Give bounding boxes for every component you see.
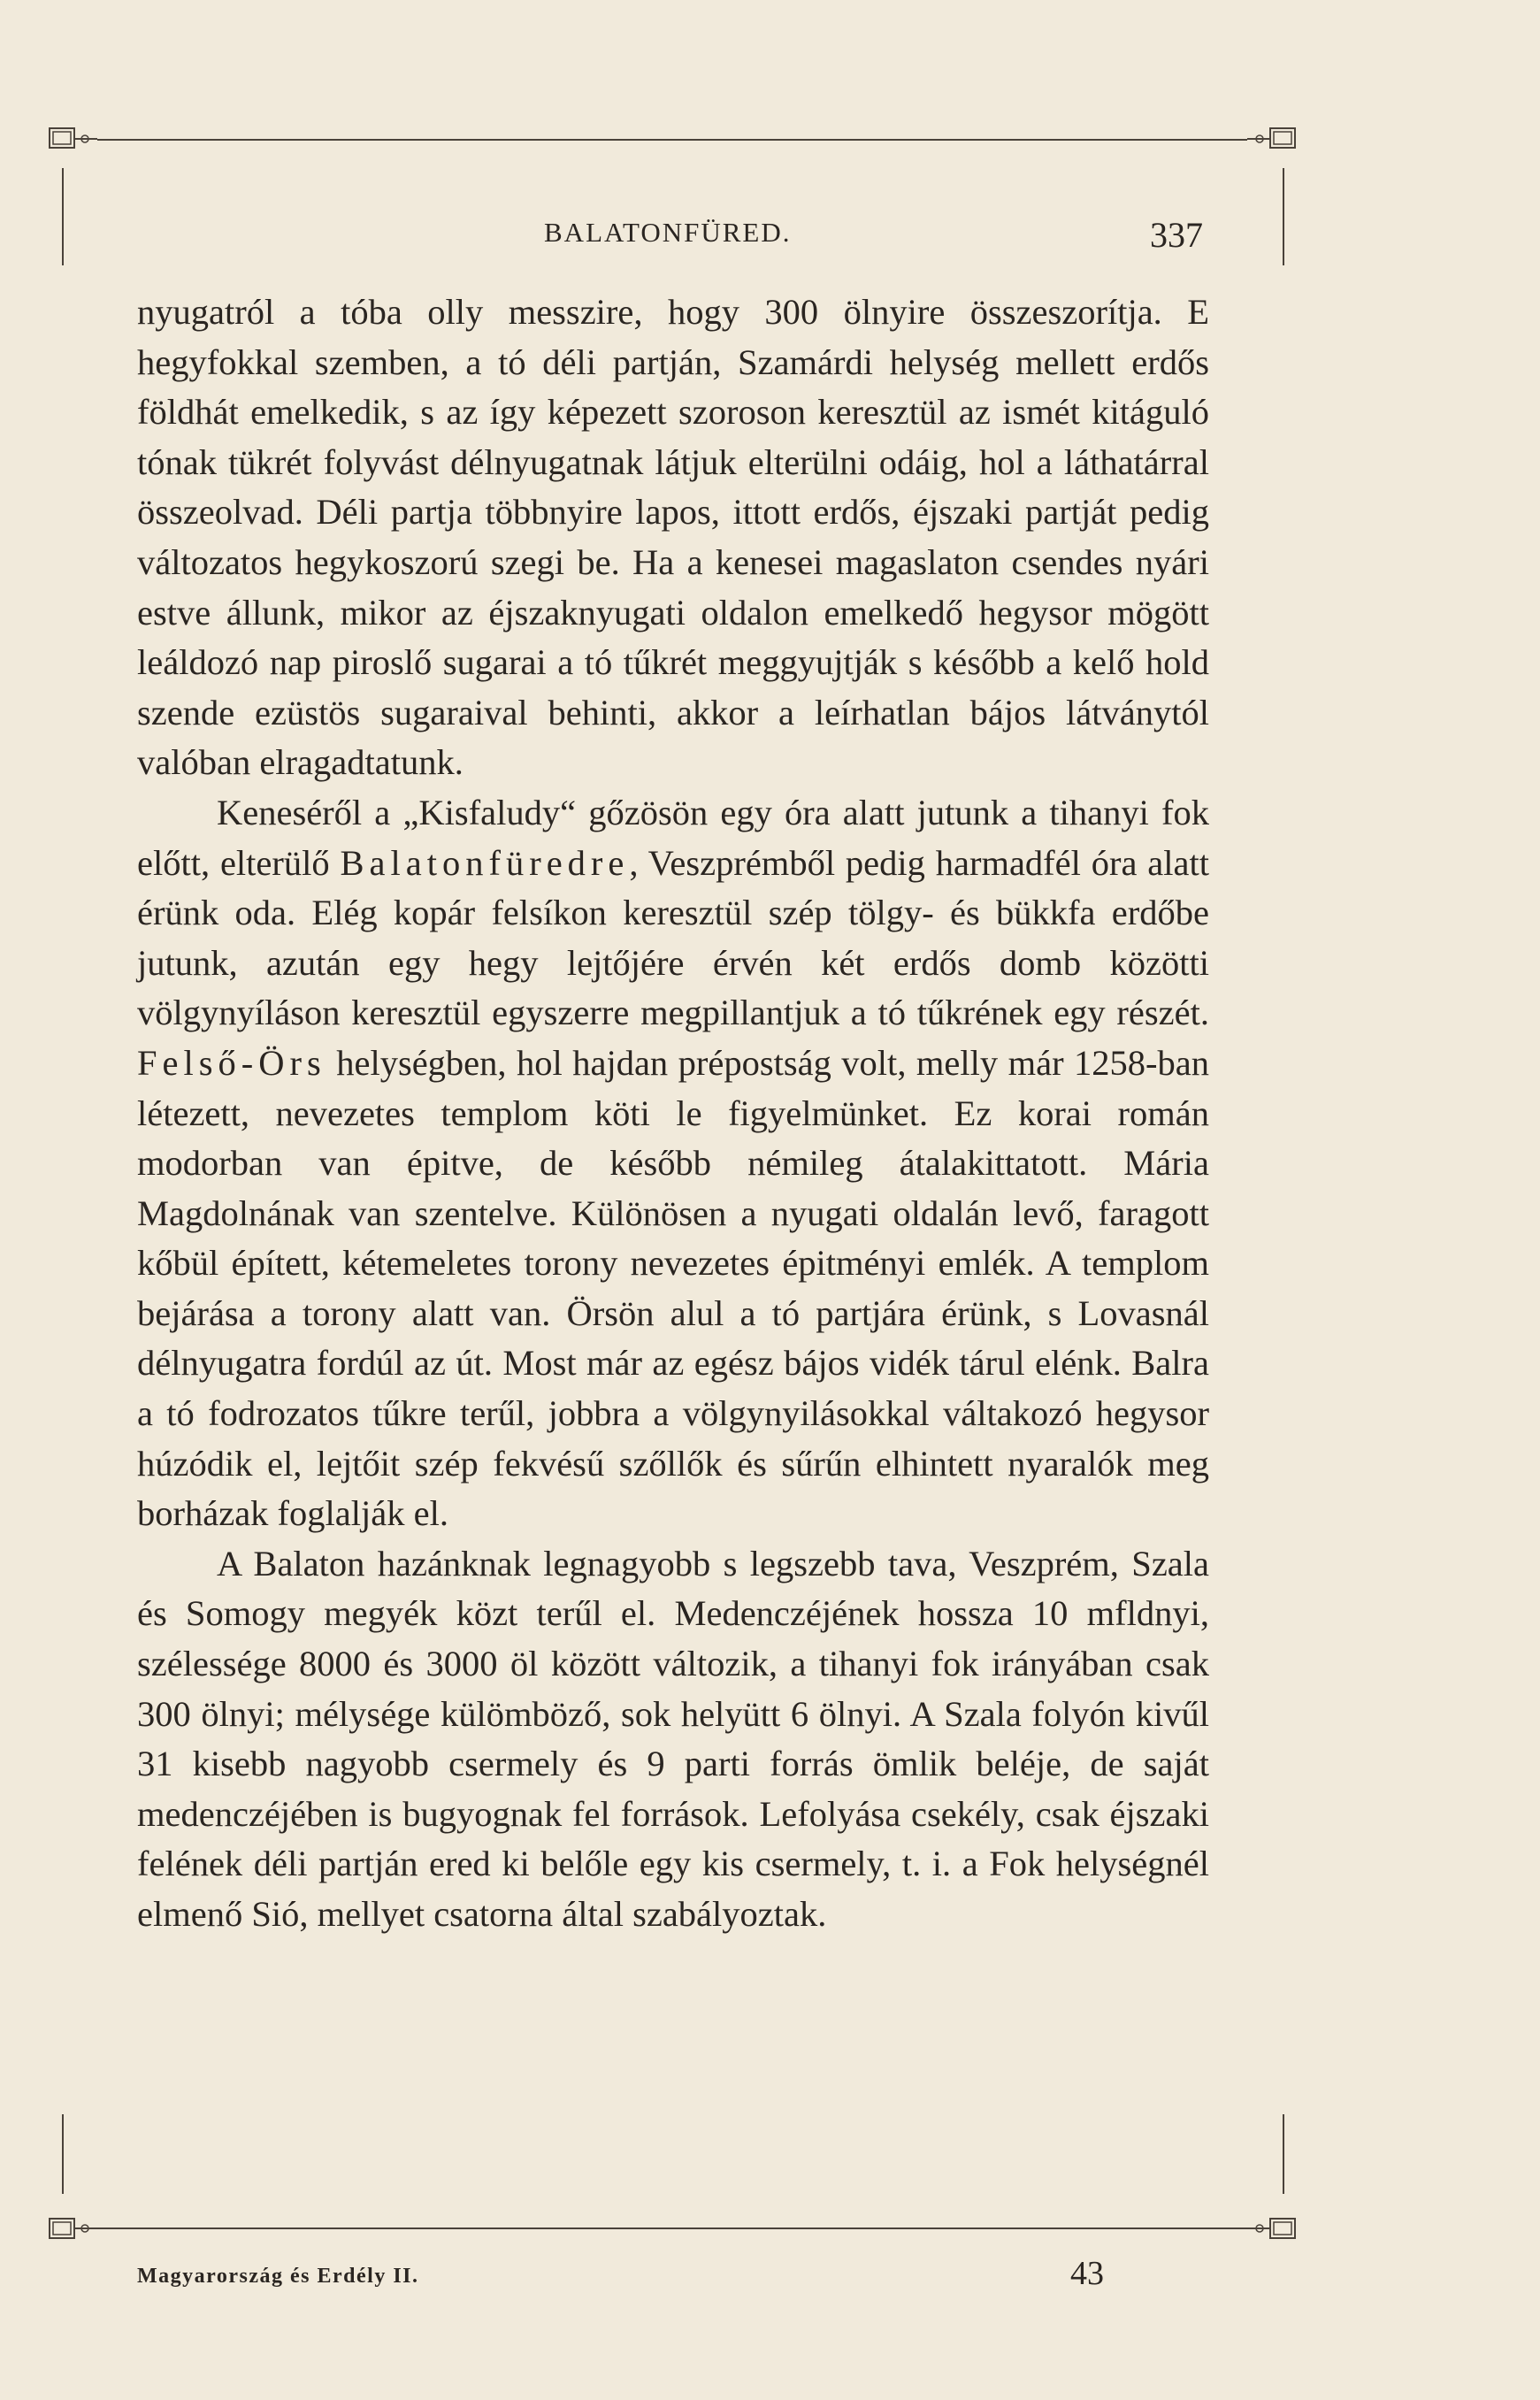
running-head: BALATONFÜRED.	[544, 217, 792, 248]
paragraph-text: A Balaton hazánknak legnagyobb s legszebb tava, Veszprém, Szala és Somogy megyék közt terűl el. Medenczéjének hossza 10 mfldnyi, szélessége 8000 és 3000 öl között változik, a tihanyi fok irányában csak 300 ölnyi; mélysége külömböző, sok helyütt 6 ölnyi. A Szala folyón kivűl 31 kisebb nagyobb csermely és 9 parti forrás ömlik beléje, de saját medenczéjében is bugyognak fel források. Lefolyása csekély, csak éjszaki felének déli partján ered ki belőle egy kis csermely, t. i. a Fok helységnél elmenő Sió, mellyet csatorna által szabályoztak.	[137, 1543, 1209, 1934]
paragraph-text: nyugatról a tóba olly messzire, hogy 300 ölnyire összeszorítja. E hegyfokkal szemben, a tó déli partján, Szamárdi helység mellett erdős földhát emelkedik, s az így képezett szoroson keresztül az ismét kitáguló tónak tükrét folyvást délnyugatnak látjuk elterülni odáig, hol a láthatárral összeolvad. Déli partja többnyire lapos, ittott erdős, éjszaki partját pedig változatos hegykoszorú szegi be. Ha a kenesei magaslaton csendes nyári estve állunk, mikor az éjszaknyugati oldalon emelkedő hegysor mögött leáldozó nap piroslő sugarai a tó tűkrét meggyujtják s később a kelő hold szende ezüstös sugaraival behinti, akkor a leírhatlan bájos látványtól valóban elragadtatunk.	[137, 292, 1209, 783]
bottom-rule	[97, 2227, 1247, 2229]
page-number: 337	[1150, 215, 1203, 255]
body-text	[137, 288, 1209, 1940]
bottom-right-ornament-icon	[1247, 2194, 1300, 2247]
spaced-place-name: Balatonfüredre	[340, 842, 630, 883]
paragraph-1	[137, 288, 1209, 788]
signature-mark: Magyarország és Erdély II.	[137, 2265, 419, 2288]
paragraph-text: , Veszprémből pedig harmadfél óra alatt érünk oda. Elég kopár felsíkon keresztül szép tölgy- és bükkfa erdőbe jutunk, azután egy hegy lejtőjére érvén két erdős domb közötti völgynyíláson keresztül egyszerre megpillantjuk a tó tűkrének egy részét.	[137, 842, 1209, 1033]
spaced-place-name: Felső-Örs	[137, 1042, 326, 1083]
top-left-ornament-icon	[44, 119, 97, 173]
bottom-left-ornament-icon	[44, 2194, 97, 2247]
right-bottom-rule	[1283, 2114, 1284, 2194]
left-bottom-rule	[62, 2114, 64, 2194]
paragraph-text: Keneséről a „Kisfaludy“ gőzösön egy óra alatt jutunk a tihanyi fok előtt, elterülő	[137, 792, 1209, 883]
paragraph-2	[137, 788, 1209, 1539]
paragraph-text: helységben, hol hajdan prépostság volt, melly már 1258-ban létezett, nevezetes templom köti le figyelmünket. Ez korai román modorban van épitve, de később némileg átalakittatott. Mária Magdolnának van szentelve. Különösen a nyugati oldalán levő, faragott kőbül épített, kétemeletes torony nevezetes épitményi emlék. A templom bejárása a torony alatt van. Örsön alul a tó partjára érünk, s Lovasnál délnyugatra fordúl az út. Most már az egész bájos vidék tárul elénk. Balra a tó fodrozatos tűkre terűl, jobbra a völgynyilásokkal váltakozó hegysor húzódik el, lejtőit szép fekvésű szőllők és sűrűn elhintett nyaralók meg borházak foglalják el.	[137, 1042, 1209, 1534]
sheet-number: 43	[1070, 2255, 1104, 2292]
right-top-rule	[1283, 168, 1284, 265]
top-rule	[97, 139, 1247, 141]
paragraph-3	[137, 1539, 1209, 1940]
left-top-rule	[62, 168, 64, 265]
top-right-ornament-icon	[1247, 119, 1300, 173]
